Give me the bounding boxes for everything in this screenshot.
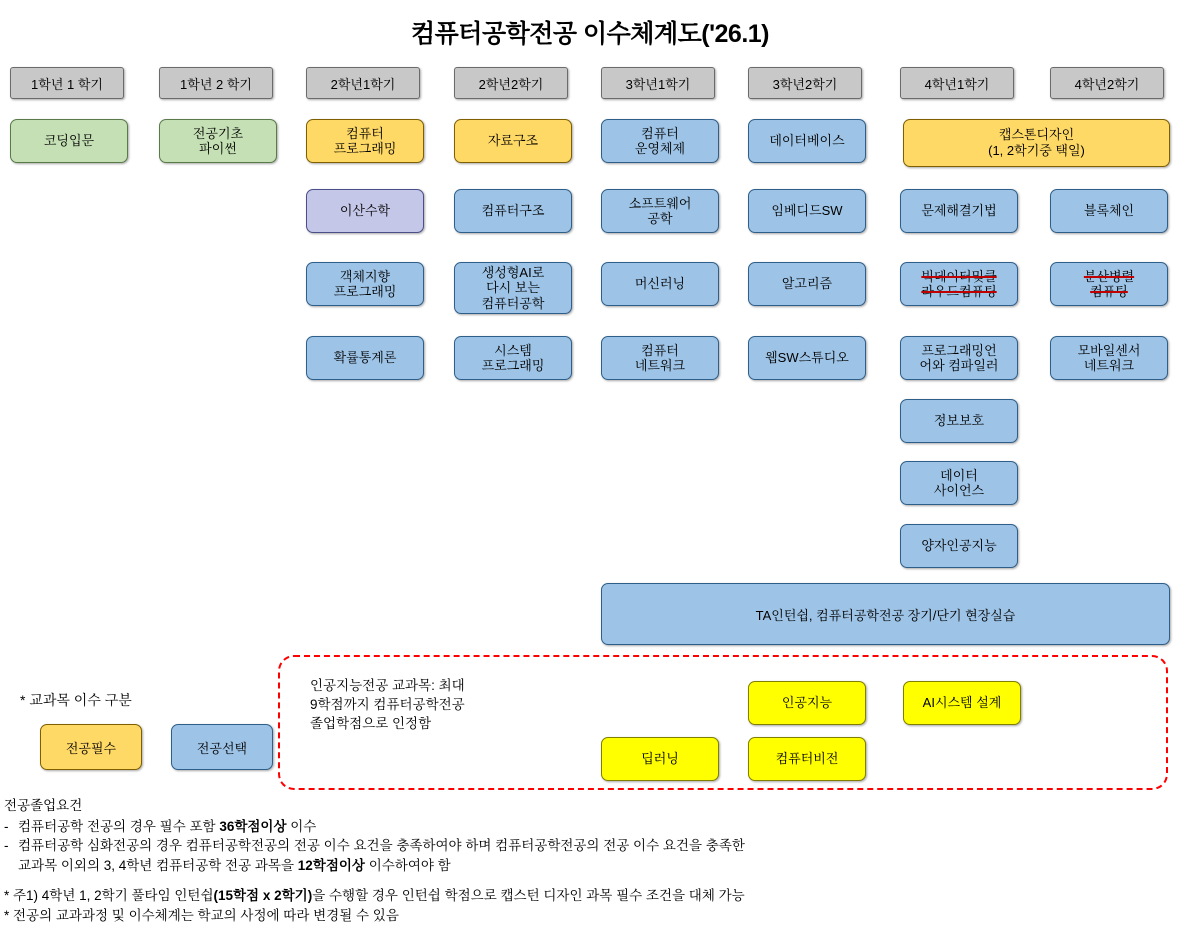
column-header-label: 3학년2학기 <box>772 76 838 92</box>
course-node-label: 전공기초 파이썬 <box>192 125 244 156</box>
ai-course-node-label: 딥러닝 <box>641 751 679 767</box>
notes-footnote-1-a: * 주1) 4학년 1, 2학기 풀타임 인턴쉽 <box>4 888 214 904</box>
notes-footnote-1-b: (15학점 x 2학기) <box>213 888 313 904</box>
column-header-3 <box>306 67 420 99</box>
course-node-label: 웹SW스튜디오 <box>765 350 849 366</box>
legend-item-2 <box>171 724 273 770</box>
course-node[interactable] <box>748 262 866 306</box>
course-node-label: 알고리즘 <box>781 276 833 292</box>
notes-bullet-1 <box>4 817 1176 837</box>
course-node[interactable] <box>900 524 1018 568</box>
column-header-label: 2학년2학기 <box>478 76 544 92</box>
ai-course-node-label: 인공지능 <box>781 695 833 711</box>
course-node-label: 양자인공지능 <box>921 538 997 554</box>
legend-item-label: 전공필수 <box>65 740 117 756</box>
column-header-label: 1학년 1 학기 <box>31 76 103 92</box>
course-node[interactable] <box>748 336 866 380</box>
course-node[interactable] <box>748 189 866 233</box>
column-header-8 <box>1050 67 1164 99</box>
column-header-label: 4학년2학기 <box>1074 76 1140 92</box>
column-header-1 <box>10 67 124 99</box>
notes-footnote-1 <box>4 886 1176 906</box>
node-ta-internship[interactable] <box>601 583 1170 645</box>
notes-bullet-2-cont-a: 교과목 이외의 3, 4학년 컴퓨터공학 전공 과목을 <box>18 857 298 873</box>
ta-internship-label: TA인턴쉽, 컴퓨터공학전공 장기/단기 현장실습 <box>755 607 1016 623</box>
notes-bullet-2-text: 컴퓨터공학 심화전공의 경우 컴퓨터공학전공의 전공 이수 요건을 충족하여야 하며 컴퓨터공학전공의 전공 이수 요건을 충족한 <box>18 838 745 854</box>
ai-course-node[interactable] <box>903 681 1021 725</box>
column-header-7 <box>900 67 1014 99</box>
notes-section <box>4 796 1176 925</box>
column-header-6 <box>748 67 862 99</box>
course-node[interactable] <box>454 119 572 163</box>
course-node-label: 확률통계론 <box>333 350 397 366</box>
course-node-label: 머신러닝 <box>634 276 686 292</box>
course-node[interactable] <box>454 189 572 233</box>
course-node-label: 코딩입문 <box>43 133 95 149</box>
course-node-label: 데이터베이스 <box>769 133 845 149</box>
notes-bullet-2 <box>4 836 1176 856</box>
column-header-label: 4학년1학기 <box>924 76 990 92</box>
course-node[interactable] <box>454 336 572 380</box>
course-node-label: 이산수학 <box>339 203 391 219</box>
course-node[interactable] <box>1050 336 1168 380</box>
notes-bullet-2-cont <box>4 856 1176 876</box>
capstone-line2: (1, 2학기중 택일) <box>988 143 1085 158</box>
ai-course-node[interactable] <box>601 737 719 781</box>
notes-heading: 전공졸업요건 <box>4 798 83 813</box>
course-node-label: 소프트웨어 공학 <box>628 195 692 226</box>
notes-footnote-1-c: 을 수행할 경우 인턴쉽 학점으로 캡스턴 디자인 과목 필수 조건을 대체 가능 <box>312 888 745 904</box>
notes-bullet-1-dash: - <box>4 818 9 834</box>
ai-course-node-label: AI시스템 설계 <box>922 695 1002 711</box>
course-node-label: 데이터 사이언스 <box>933 467 985 498</box>
course-node-label: 컴퓨터 네트워크 <box>634 342 686 373</box>
column-header-label: 1학년 2 학기 <box>180 76 252 92</box>
course-node-label: 정보보호 <box>933 413 985 429</box>
ai-major-note: 인공지능전공 교과목: 최대 9학점까지 컴퓨터공학전공 졸업학점으로 인정함 <box>310 678 465 732</box>
course-node-label: 자료구조 <box>487 133 539 149</box>
legend-item-1 <box>40 724 142 770</box>
notes-gap <box>4 875 1176 886</box>
course-node-label: 모바일센서 네트워크 <box>1077 342 1141 373</box>
legend-title: * 교과목 이수 구분 <box>20 692 132 708</box>
notes-bullet-2-dash: - <box>4 838 9 854</box>
course-node-label: 컴퓨터 운영체제 <box>634 125 686 156</box>
course-node[interactable] <box>601 262 719 306</box>
ai-course-node[interactable] <box>748 737 866 781</box>
course-node-label: 객체지향 프로그래밍 <box>333 268 397 299</box>
course-node[interactable] <box>601 189 719 233</box>
notes-bullet-1-a: 컴퓨터공학 전공의 경우 필수 포함 <box>18 818 220 834</box>
course-node[interactable] <box>306 262 424 306</box>
course-node-label: 생성형AI로 다시 보는 컴퓨터공학 <box>481 265 545 311</box>
course-node-label: 빅데이터및클 라우드컴퓨팅 <box>921 268 997 299</box>
course-node[interactable] <box>306 189 424 233</box>
course-node[interactable] <box>900 336 1018 380</box>
course-node[interactable] <box>900 399 1018 443</box>
course-node[interactable] <box>306 336 424 380</box>
course-node[interactable] <box>900 189 1018 233</box>
notes-bullet-2-cont-c: 이수하여야 함 <box>364 857 451 873</box>
column-header-label: 2학년1학기 <box>330 76 396 92</box>
notes-bullet-1-c: 이수 <box>286 818 317 834</box>
course-node-label: 임베디드SW <box>771 203 843 219</box>
course-node[interactable] <box>306 119 424 163</box>
column-header-4 <box>454 67 568 99</box>
course-node[interactable] <box>10 119 128 163</box>
course-node-label: 분산병렬 컴퓨팅 <box>1083 268 1135 299</box>
page-title: 컴퓨터공학전공 이수체계도('26.1) <box>411 20 769 48</box>
course-node-label: 문제해결기법 <box>921 203 997 219</box>
column-header-label: 3학년1학기 <box>625 76 691 92</box>
course-node[interactable] <box>601 336 719 380</box>
ai-course-node-label: 컴퓨터비전 <box>775 751 839 767</box>
legend-item-label: 전공선택 <box>196 740 248 756</box>
notes-footnote-2: * 전공의 교과과정 및 이수체계는 학교의 사정에 따라 변경될 수 있음 <box>4 907 399 923</box>
column-header-2 <box>159 67 273 99</box>
course-node-label: 블록체인 <box>1083 203 1135 219</box>
notes-bullet-2-cont-b: 12학점이상 <box>297 857 365 873</box>
course-node-label: 컴퓨터 프로그래밍 <box>333 125 397 156</box>
course-node[interactable] <box>159 119 277 163</box>
course-node[interactable] <box>601 119 719 163</box>
course-node[interactable] <box>900 262 1018 306</box>
node-capstone[interactable] <box>903 119 1170 167</box>
ai-course-node[interactable] <box>748 681 866 725</box>
capstone-line1: 캡스톤디자인 <box>998 127 1075 143</box>
course-node[interactable] <box>1050 189 1168 233</box>
course-node-label: 프로그래밍언 어와 컴파일러 <box>919 342 999 373</box>
course-node[interactable] <box>748 119 866 163</box>
column-header-5 <box>601 67 715 99</box>
course-node[interactable] <box>900 461 1018 505</box>
course-node[interactable] <box>1050 262 1168 306</box>
course-node-label: 컴퓨터구조 <box>481 203 545 219</box>
course-node-label: 시스템 프로그래밍 <box>481 342 545 373</box>
course-node[interactable] <box>454 262 572 314</box>
notes-bullet-1-b: 36학점이상 <box>219 818 287 834</box>
